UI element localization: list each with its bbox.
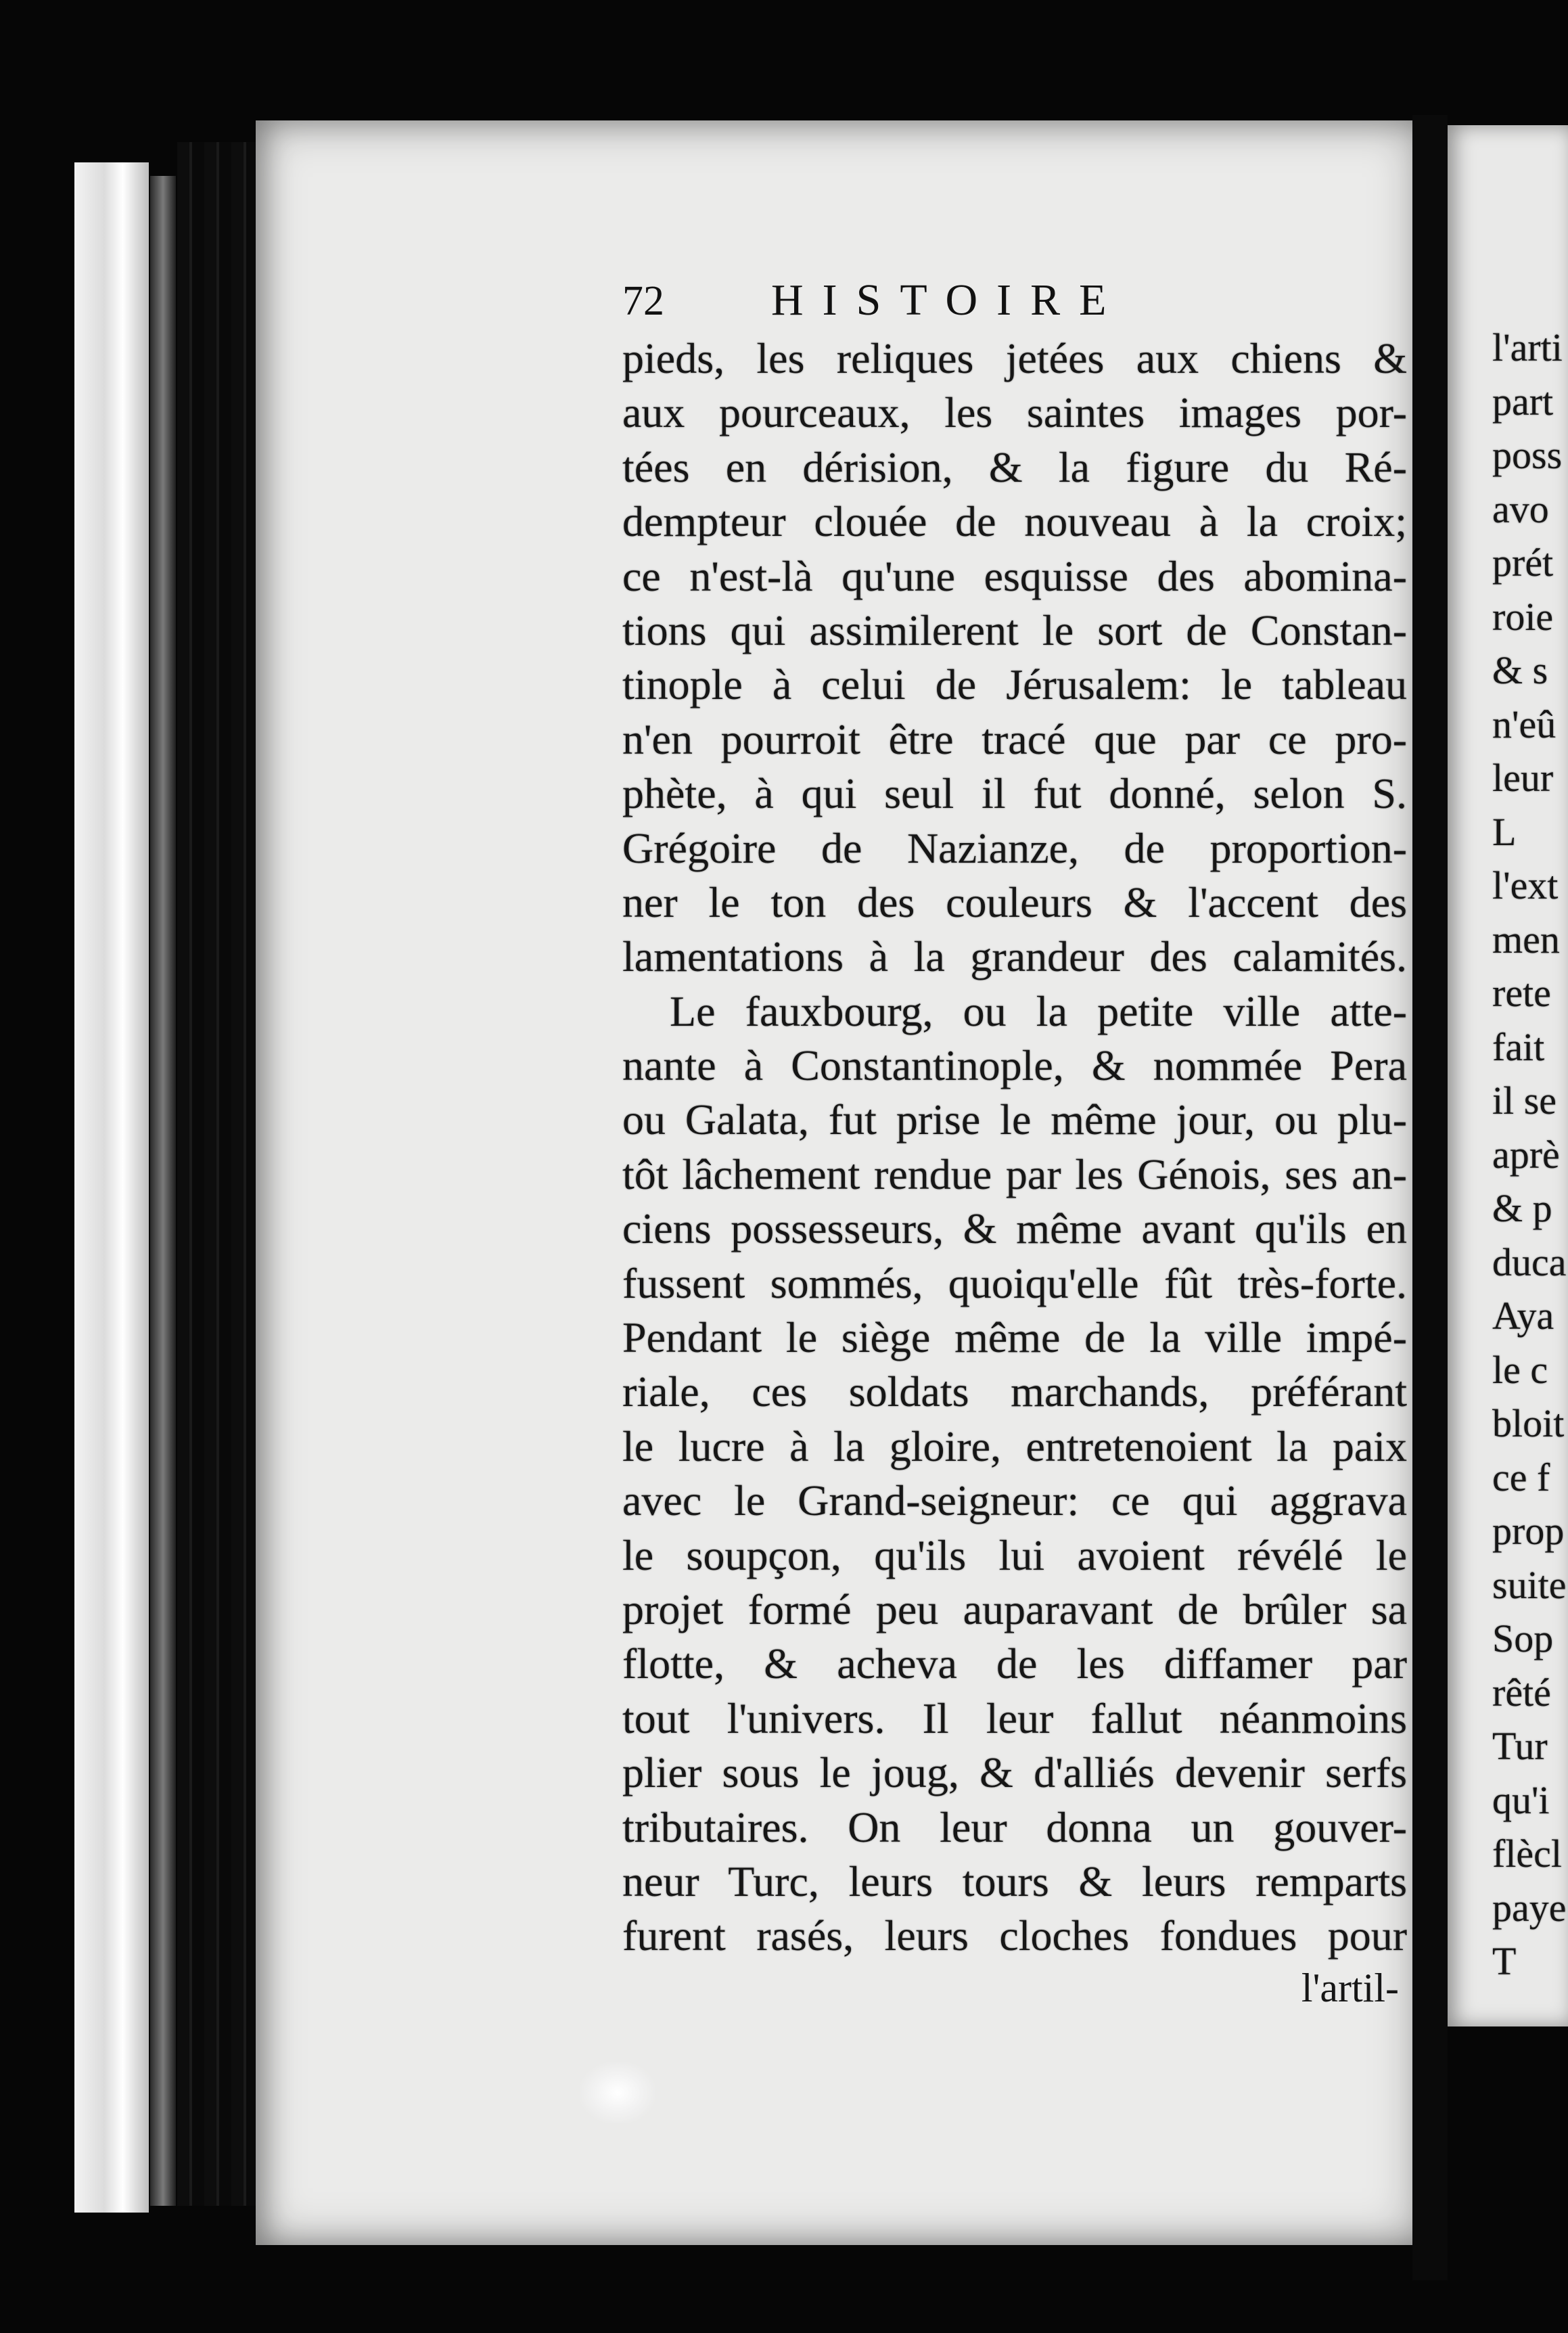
facing-text-line: part xyxy=(1492,379,1554,424)
text-line: le soupçon, qu'ils lui avoient révélé le xyxy=(622,1531,1407,1579)
page-text-block xyxy=(622,275,1407,2012)
page-header xyxy=(622,275,1407,332)
text-line: avec le Grand-seigneur: ce qui aggrava xyxy=(622,1476,1407,1525)
text-line: neur Turc, leurs tours & leurs remparts xyxy=(622,1857,1407,1905)
facing-text-line: Tur xyxy=(1492,1724,1548,1768)
facing-text-line: qu'i xyxy=(1492,1777,1550,1822)
facing-text-line: & p xyxy=(1492,1186,1552,1230)
book-gutter xyxy=(1412,115,1448,2280)
text-line: projet formé peu auparavant de brûler sa xyxy=(622,1585,1407,1633)
text-line: ner le ton des couleurs & l'accent des xyxy=(622,878,1407,926)
facing-text-line: suite xyxy=(1492,1562,1567,1607)
facing-text-line: duca xyxy=(1492,1240,1567,1284)
text-line: riale, ces soldats marchands, préférant xyxy=(622,1367,1407,1416)
text-line: ciens possesseurs, & même avant qu'ils en xyxy=(622,1204,1407,1253)
text-line: plier sous le joug, & d'alliés devenir serfs xyxy=(622,1748,1407,1797)
page-fore-edge xyxy=(74,162,149,2213)
facing-text-line: men xyxy=(1492,917,1560,961)
facing-page-text xyxy=(1492,321,1568,1989)
text-line: aux pourceaux, les saintes images por- xyxy=(622,388,1407,437)
text-line: dempteur clouée de nouveau à la croix; xyxy=(622,497,1407,546)
paragraph-start-line: Le fauxbourg, ou la petite ville atte- xyxy=(670,987,1407,1035)
facing-text-line: Sop xyxy=(1492,1616,1554,1660)
facing-text-line: prét xyxy=(1492,541,1554,585)
facing-text-line: aprè xyxy=(1492,1132,1560,1177)
text-line: tôt lâchement rendue par les Génois, ses an- xyxy=(622,1150,1407,1198)
facing-text-line: l'ext xyxy=(1492,863,1559,907)
text-line: tributaires. On leur donna un gouver- xyxy=(622,1803,1407,1851)
facing-text-line: Aya xyxy=(1492,1294,1554,1338)
text-line: fussent sommés, quoiqu'elle fût très-forte. xyxy=(622,1259,1407,1307)
facing-text-line: T xyxy=(1492,1939,1517,1983)
facing-text-line: le c xyxy=(1492,1347,1548,1392)
text-line: flotte, & acheva de les diffamer par xyxy=(622,1639,1407,1688)
text-line: n'en pourroit être tracé que par ce pro- xyxy=(622,715,1407,763)
text-line: phète, à qui seul il fut donné, selon S. xyxy=(622,769,1407,818)
facing-text-line: avo xyxy=(1492,486,1549,531)
running-head: HISTOIRE xyxy=(771,275,1126,325)
page-number: 72 xyxy=(622,278,664,324)
facing-text-line: l'arti xyxy=(1492,325,1563,369)
facing-text-line: L xyxy=(1492,809,1517,854)
paper-stain xyxy=(580,2062,655,2123)
facing-text-line: fait xyxy=(1492,1024,1545,1069)
facing-text-line: bloit xyxy=(1492,1401,1565,1445)
text-line: tinople à celui de Jérusalem: le tableau xyxy=(622,660,1407,709)
facing-text-line: n'eû xyxy=(1492,702,1557,746)
text-line: tout l'univers. Il leur fallut néanmoins xyxy=(622,1694,1407,1742)
facing-text-line: prop xyxy=(1492,1509,1565,1553)
text-line: Pendant le siège même de la ville impé- xyxy=(622,1313,1407,1362)
page-edge-shadow xyxy=(150,176,176,2206)
facing-text-line: flècl xyxy=(1492,1832,1563,1876)
text-line: Grégoire de Nazianze, de proportion- xyxy=(622,823,1407,872)
facing-text-line: paye xyxy=(1492,1885,1567,1930)
text-line: nante à Constantinople, & nommée Pera xyxy=(622,1041,1407,1090)
facing-text-line: leur xyxy=(1492,756,1554,800)
text-line: ce n'est-là qu'une esquisse des abomina- xyxy=(622,551,1407,600)
text-line: lamentations à la grandeur des calamités. xyxy=(622,932,1407,981)
text-line: pieds, les reliques jetées aux chiens & xyxy=(622,334,1407,382)
catchword: l'artil- xyxy=(1301,1965,1399,2010)
text-line: tées en dérision, & la figure du Ré- xyxy=(622,443,1407,491)
text-line: furent rasés, leurs cloches fondues pour xyxy=(622,1911,1407,1960)
text-line: tions qui assimilerent le sort de Constan- xyxy=(622,606,1407,654)
facing-text-line: rete xyxy=(1492,971,1551,1015)
facing-page xyxy=(1448,125,1568,2026)
text-line: ou Galata, fut prise le même jour, ou plu- xyxy=(622,1095,1407,1144)
facing-text-line: rêté xyxy=(1492,1670,1551,1715)
text-line: le lucre à la gloire, entretenoient la paix xyxy=(622,1422,1407,1470)
facing-text-line: ce f xyxy=(1492,1455,1550,1499)
facing-text-line: poss xyxy=(1492,433,1563,477)
facing-text-line: & s xyxy=(1492,648,1548,692)
facing-text-line: roie xyxy=(1492,594,1554,639)
facing-text-line: il se xyxy=(1492,1079,1557,1123)
